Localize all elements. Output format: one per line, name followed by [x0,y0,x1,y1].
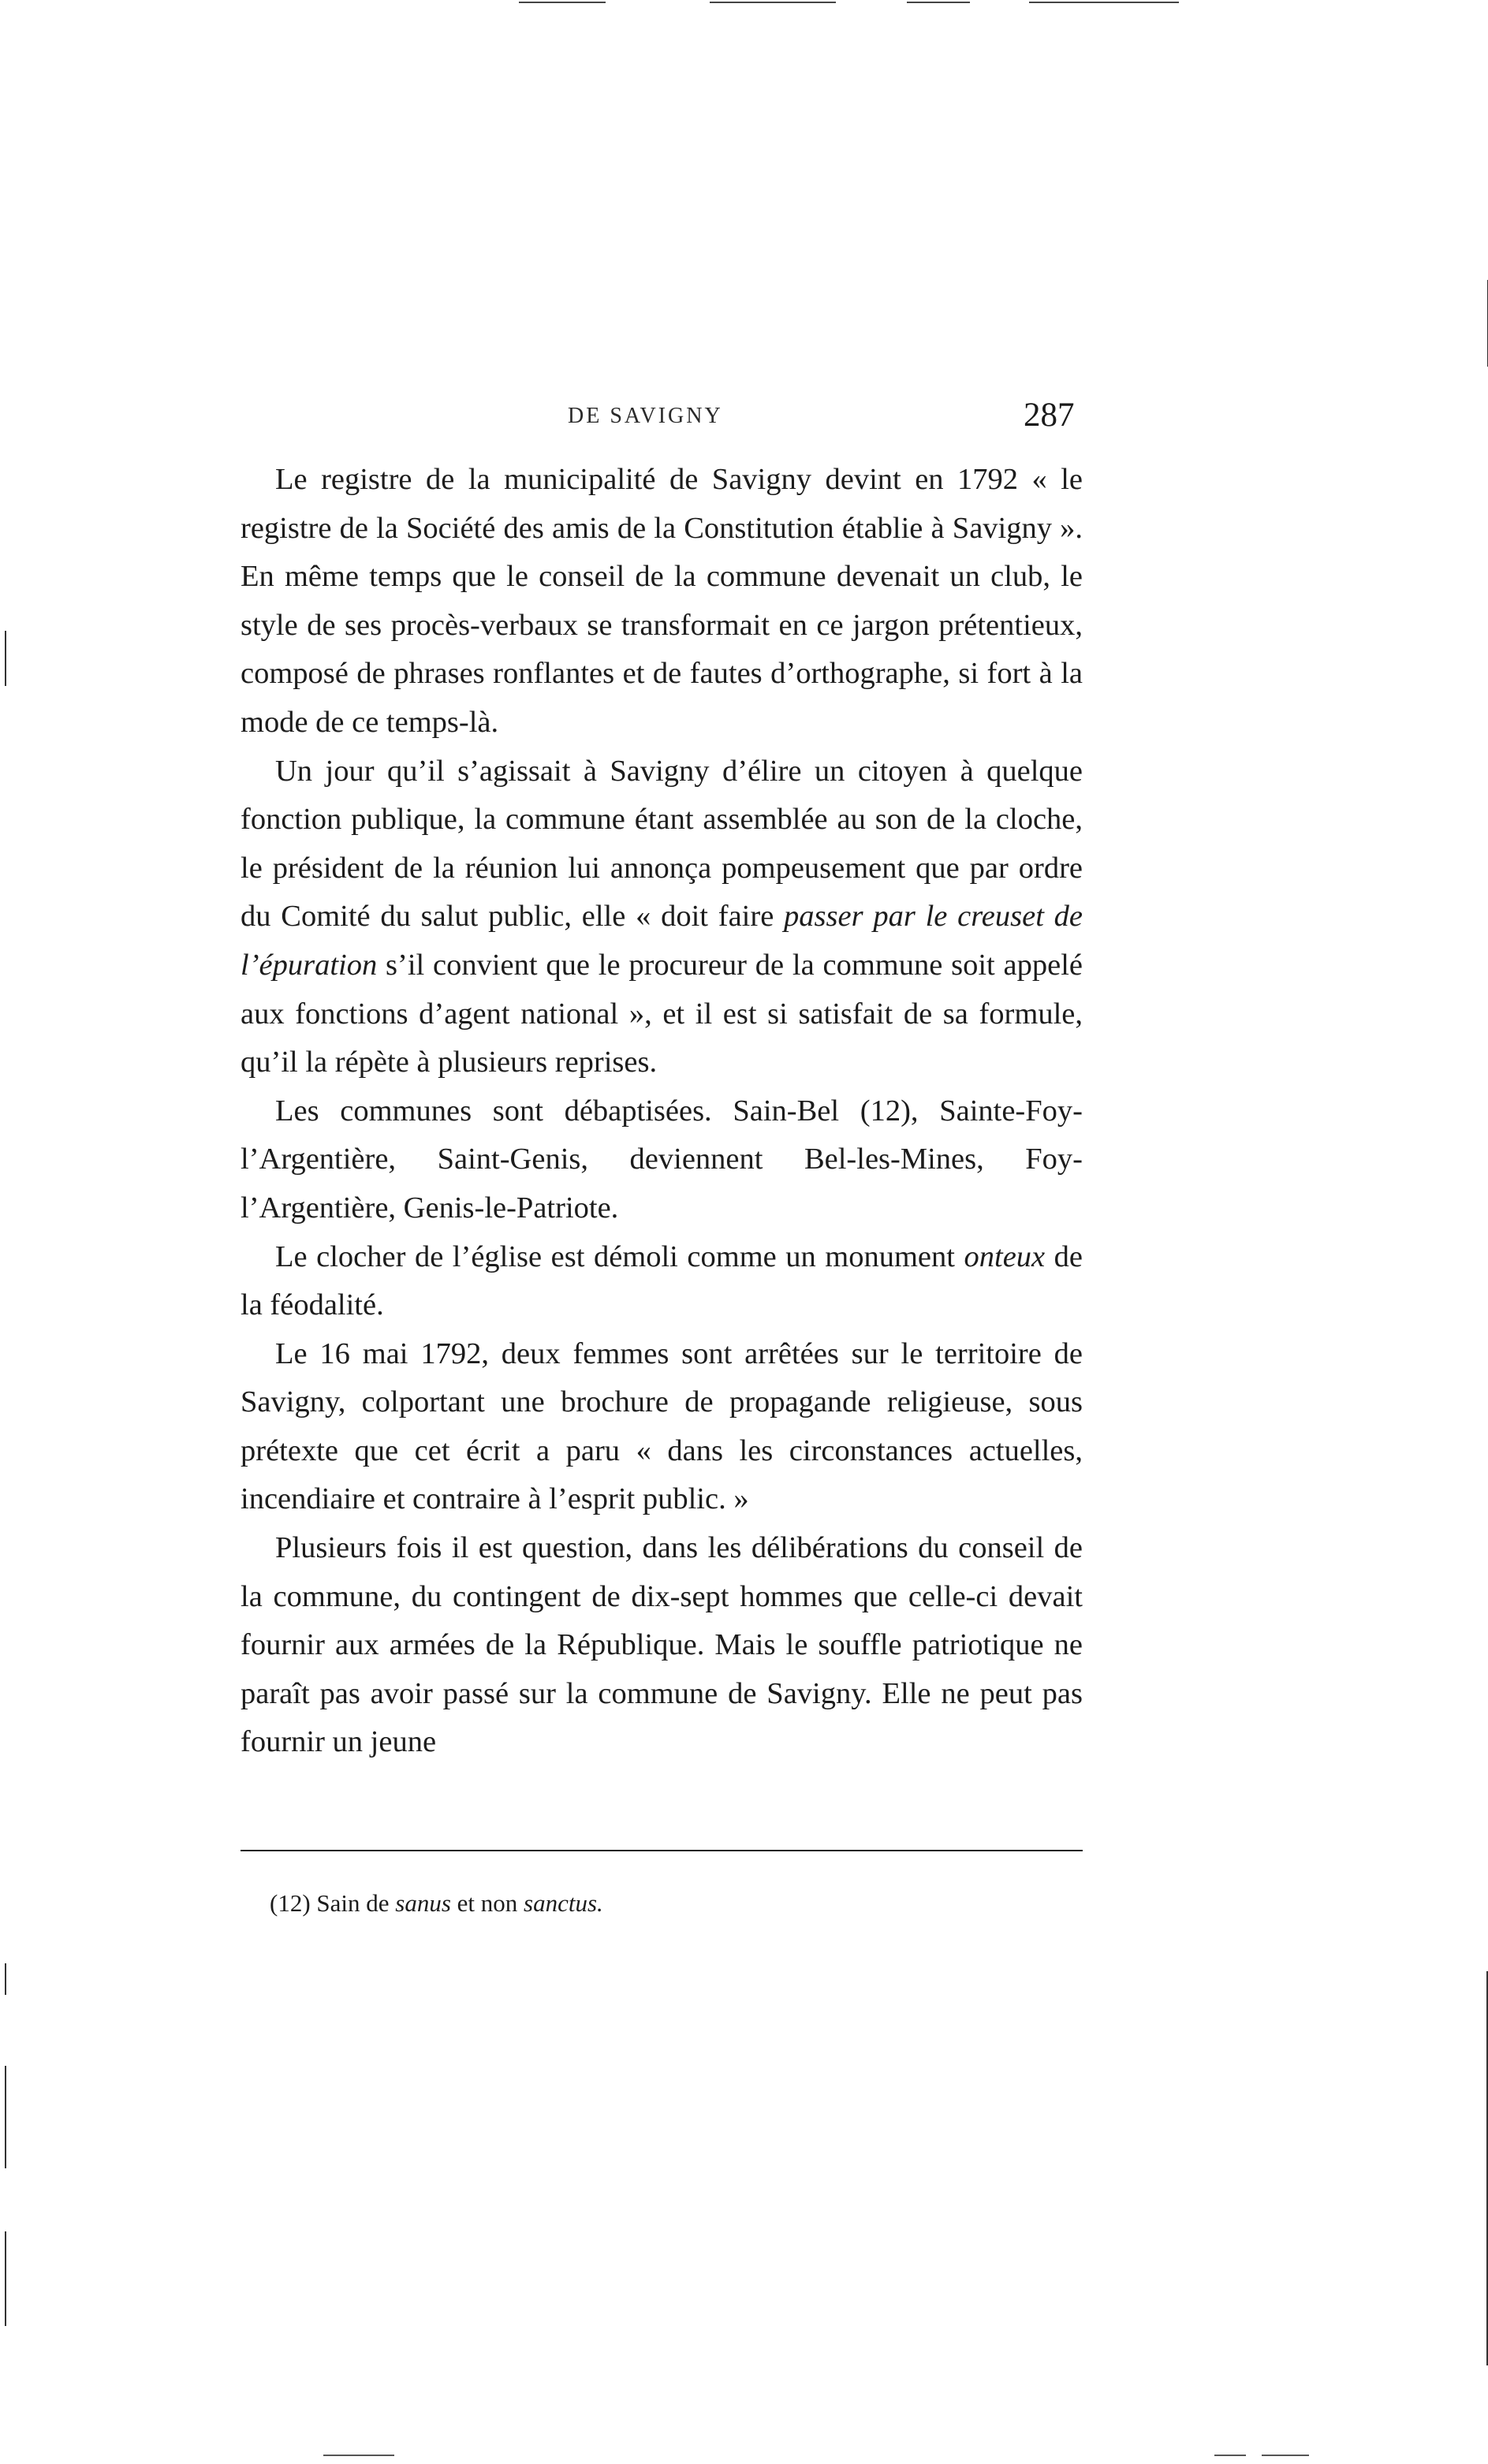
italic-run: onteux [964,1239,1046,1273]
running-header-title: DE SAVIGNY [568,404,723,428]
scan-artifact-left-edge [5,1963,6,1995]
scan-artifact-bottom-dash [1214,2455,1246,2456]
scan-artifact-bottom-dash [1262,2455,1309,2456]
paragraph [241,456,1083,747]
scan-artifact-top-line [1029,2,1179,3]
scan-artifact-left-edge [5,2066,6,2168]
text-run: Plusieurs fois il est question, dans les délibérations du conseil de la commune, du contingent de dix-sept hommes que celle-ci devait fournir aux armées de la République. Mais le souffle patriotique ne paraît pas avoir passé sur la commune de Savigny. Elle ne peut pas fournir un jeune [241,1531,1083,1759]
paragraph [241,1233,1083,1330]
text-run: Les communes sont débaptisées. Sain-Bel (12), Sainte-Foy-l’Argentière, Saint-Genis, deviennent Bel-les-Mines, Foy-l’Argentière, Genis-le-Patriote. [241,1094,1083,1225]
scan-artifact-top-line [519,2,606,3]
scan-artifact-top-line [907,2,970,3]
paragraph [241,747,1083,1087]
paragraph [241,1330,1083,1524]
text-run: de la féodalité. [241,1239,1083,1322]
italic-run: passer par le creuset de l’épuration [241,900,1083,982]
text-run: s’il convient que le procureur de la commune soit appelé aux fonctions d’agent national », et il est si satisfait de sa formule, qu’il la répète à plusieurs reprises. [241,948,1083,1079]
footnote-italic-run: sanctus. [524,1889,603,1917]
page-number: 287 [1024,397,1075,434]
footnote [270,1888,603,1919]
scan-artifact-bottom-dash [323,2455,394,2456]
body-text [241,456,1083,1767]
paragraph [241,1524,1083,1767]
text-run: Le 16 mai 1792, deux femmes sont arrêtées sur le territoire de Savigny, colportant une brochure de propagande religieuse, sous prétexte que cet écrit a paru « dans les circonstances actuelles, incendiaire et contraire à l’esprit public. » [241,1336,1083,1516]
footnote-italic-run: sanus [395,1889,451,1917]
text-run: Le registre de la municipalité de Savigny devint en 1792 « le registre de la Société des amis de la Constitution établie à Savigny ». En même temps que le conseil de la commune devenait un club, le style de ses procès-verbaux se transformait en ce jargon prétentieux, composé de phrases ronflantes et de fautes d’orthographe, si fort à la mode de ce temps-là. [241,463,1083,739]
text-run: Le clocher de l’église est démoli comme un monument [275,1239,964,1273]
paragraph [241,1087,1083,1233]
text-run: Un jour qu’il s’agissait à Savigny d’élire un citoyen à quelque fonction publique, la commune étant assemblée au son de la cloche, le président de la réunion lui annonça pompeusement que par ordre du Comité du salut public, elle « doit faire [241,754,1083,934]
footnote-run: (12) Sain de [270,1889,396,1917]
scan-artifact-left-edge [5,631,6,686]
footnote-rule [241,1850,1083,1851]
footnote-run: et non [450,1889,524,1917]
scan-artifact-top-line [710,2,836,3]
scan-artifact-left-edge [5,2231,6,2326]
